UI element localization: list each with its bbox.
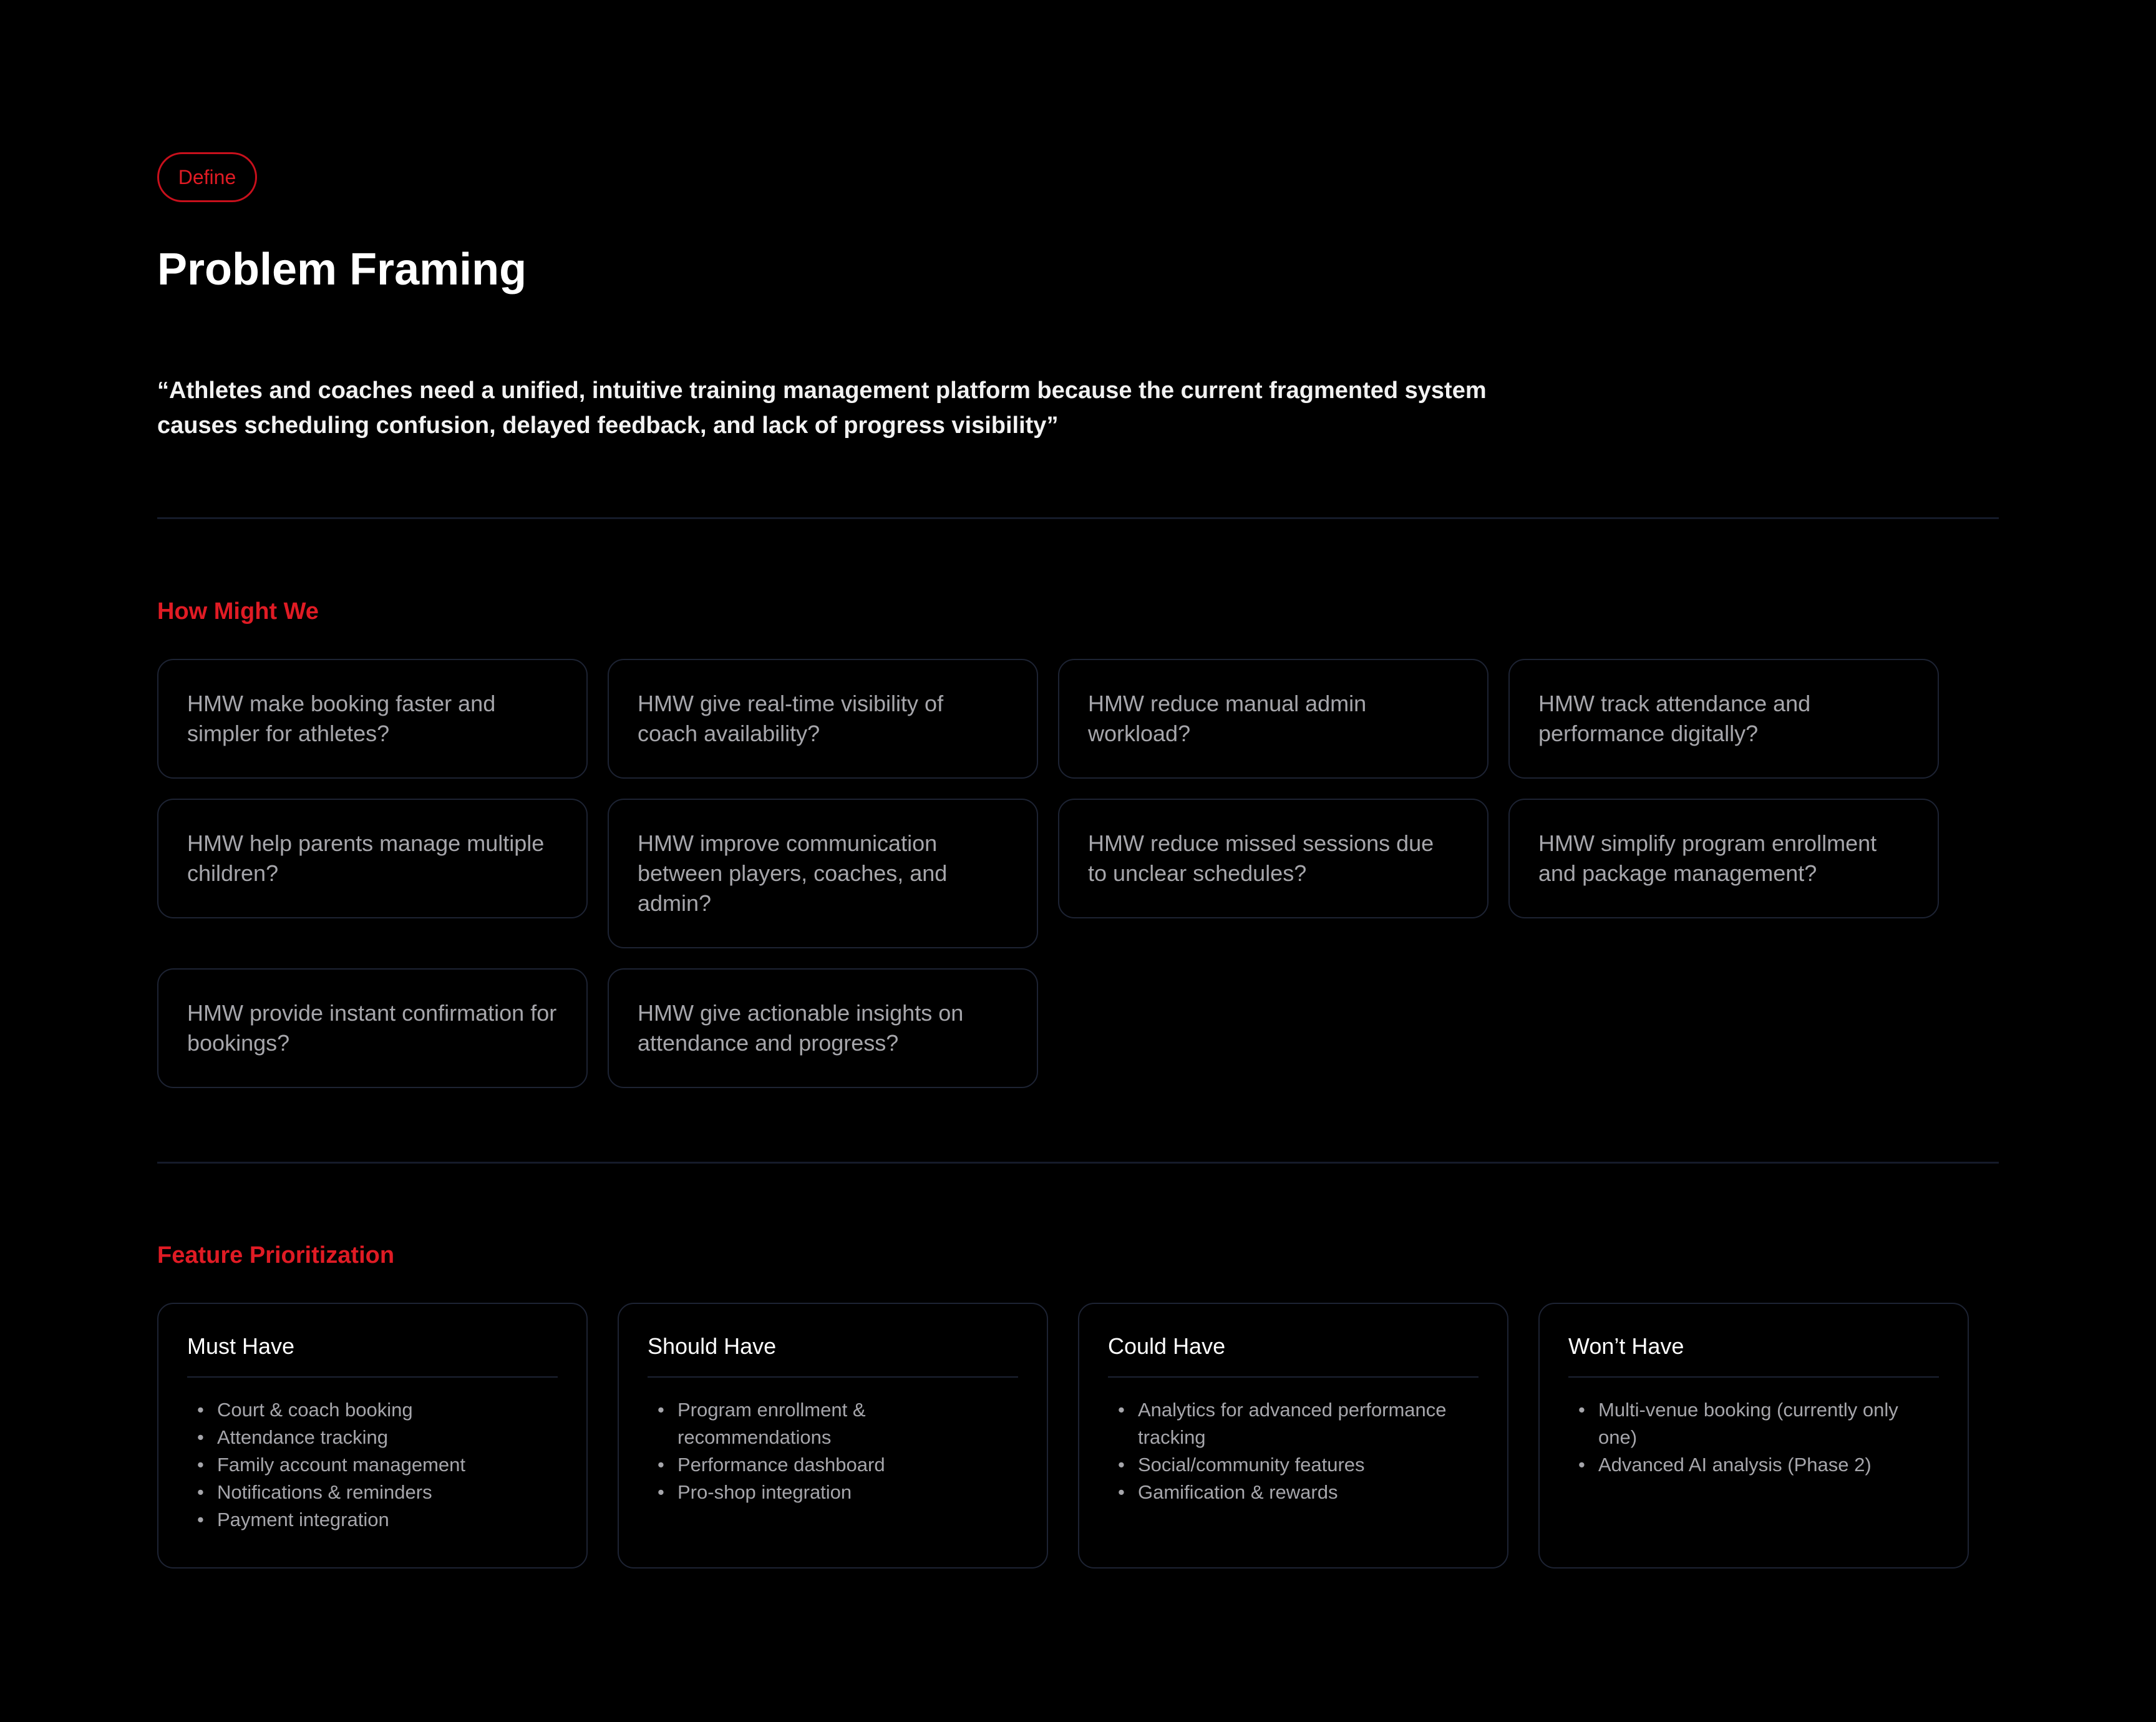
feature-item xyxy=(1108,1396,1479,1451)
hmw-card: HMW give actionable insights on attendance and progress? xyxy=(608,968,1038,1088)
hmw-card: HMW track attendance and performance digitally? xyxy=(1508,659,1939,779)
feature-item-label: Program enrollment & recommendations xyxy=(677,1399,866,1448)
phase-badge: Define xyxy=(157,152,257,202)
feature-item xyxy=(648,1479,1018,1506)
wont-have-card xyxy=(1538,1303,1969,1569)
feature-item xyxy=(187,1479,558,1506)
feature-item xyxy=(1108,1451,1479,1479)
could-have-card xyxy=(1078,1303,1508,1569)
feature-item xyxy=(187,1424,558,1451)
bullet-icon: • xyxy=(197,1454,204,1476)
hmw-card: HMW improve communication between players, coaches, and admin? xyxy=(608,799,1038,948)
bullet-icon: • xyxy=(1578,1454,1585,1476)
section-divider xyxy=(157,1162,1999,1164)
bullet-icon: • xyxy=(197,1399,204,1421)
hmw-card: HMW give real-time visibility of coach availability? xyxy=(608,659,1038,779)
problem-statement: “Athletes and coaches need a unified, intuitive training management platform because the current fragmented system causes scheduling confusion, delayed feedback, and lack of progress visibility” xyxy=(157,377,1487,439)
feature-column-title: Must Have xyxy=(187,1331,558,1378)
feature-item-label: Attendance tracking xyxy=(217,1426,389,1448)
feature-list xyxy=(648,1396,1018,1506)
feature-item xyxy=(1568,1451,1939,1479)
feature-item-label: Analytics for advanced performance tracking xyxy=(1138,1399,1447,1448)
bullet-icon: • xyxy=(658,1454,664,1476)
feature-list xyxy=(1108,1396,1479,1506)
feature-list xyxy=(1568,1396,1939,1479)
feature-item-label: Court & coach booking xyxy=(217,1399,413,1421)
hmw-card: HMW make booking faster and simpler for athletes? xyxy=(157,659,588,779)
feature-item xyxy=(648,1396,1018,1451)
feature-item-label: Social/community features xyxy=(1138,1454,1365,1476)
bullet-icon: • xyxy=(197,1509,204,1530)
hmw-card: HMW simplify program enrollment and package management? xyxy=(1508,799,1939,918)
must-have-card xyxy=(157,1303,588,1569)
feature-item xyxy=(187,1396,558,1424)
feature-item xyxy=(1568,1396,1939,1451)
feature-item xyxy=(187,1506,558,1534)
feature-item-label: Advanced AI analysis (Phase 2) xyxy=(1598,1454,1872,1476)
bullet-icon: • xyxy=(658,1399,664,1421)
feature-item-label: Gamification & rewards xyxy=(1138,1481,1338,1503)
feature-item-label: Pro-shop integration xyxy=(677,1481,852,1503)
feature-column-title: Should Have xyxy=(648,1331,1018,1378)
feature-item xyxy=(648,1451,1018,1479)
page-title: Problem Framing xyxy=(157,245,527,294)
bullet-icon: • xyxy=(1118,1481,1125,1503)
feature-item-label: Family account management xyxy=(217,1454,466,1476)
feature-item-label: Payment integration xyxy=(217,1509,389,1530)
bullet-icon: • xyxy=(1118,1399,1125,1421)
section-divider xyxy=(157,517,1999,519)
bullet-icon: • xyxy=(197,1481,204,1503)
hmw-card: HMW reduce missed sessions due to unclear schedules? xyxy=(1058,799,1488,918)
feature-column-title: Could Have xyxy=(1108,1331,1479,1378)
feature-item-label: Multi-venue booking (currently only one) xyxy=(1598,1399,1898,1448)
bullet-icon: • xyxy=(1118,1454,1125,1476)
hmw-section-title: How Might We xyxy=(157,598,319,625)
feature-column-title: Won’t Have xyxy=(1568,1331,1939,1378)
feature-item xyxy=(1108,1479,1479,1506)
feature-prioritization-title: Feature Prioritization xyxy=(157,1242,395,1268)
bullet-icon: • xyxy=(197,1426,204,1448)
bullet-icon: • xyxy=(658,1481,664,1503)
feature-item xyxy=(187,1451,558,1479)
hmw-card: HMW help parents manage multiple children? xyxy=(157,799,588,918)
hmw-card: HMW provide instant confirmation for bookings? xyxy=(157,968,588,1088)
feature-item-label: Notifications & reminders xyxy=(217,1481,432,1503)
feature-item-label: Performance dashboard xyxy=(677,1454,885,1476)
should-have-card xyxy=(618,1303,1048,1569)
hmw-card: HMW reduce manual admin workload? xyxy=(1058,659,1488,779)
feature-list xyxy=(187,1396,558,1534)
bullet-icon: • xyxy=(1578,1399,1585,1421)
